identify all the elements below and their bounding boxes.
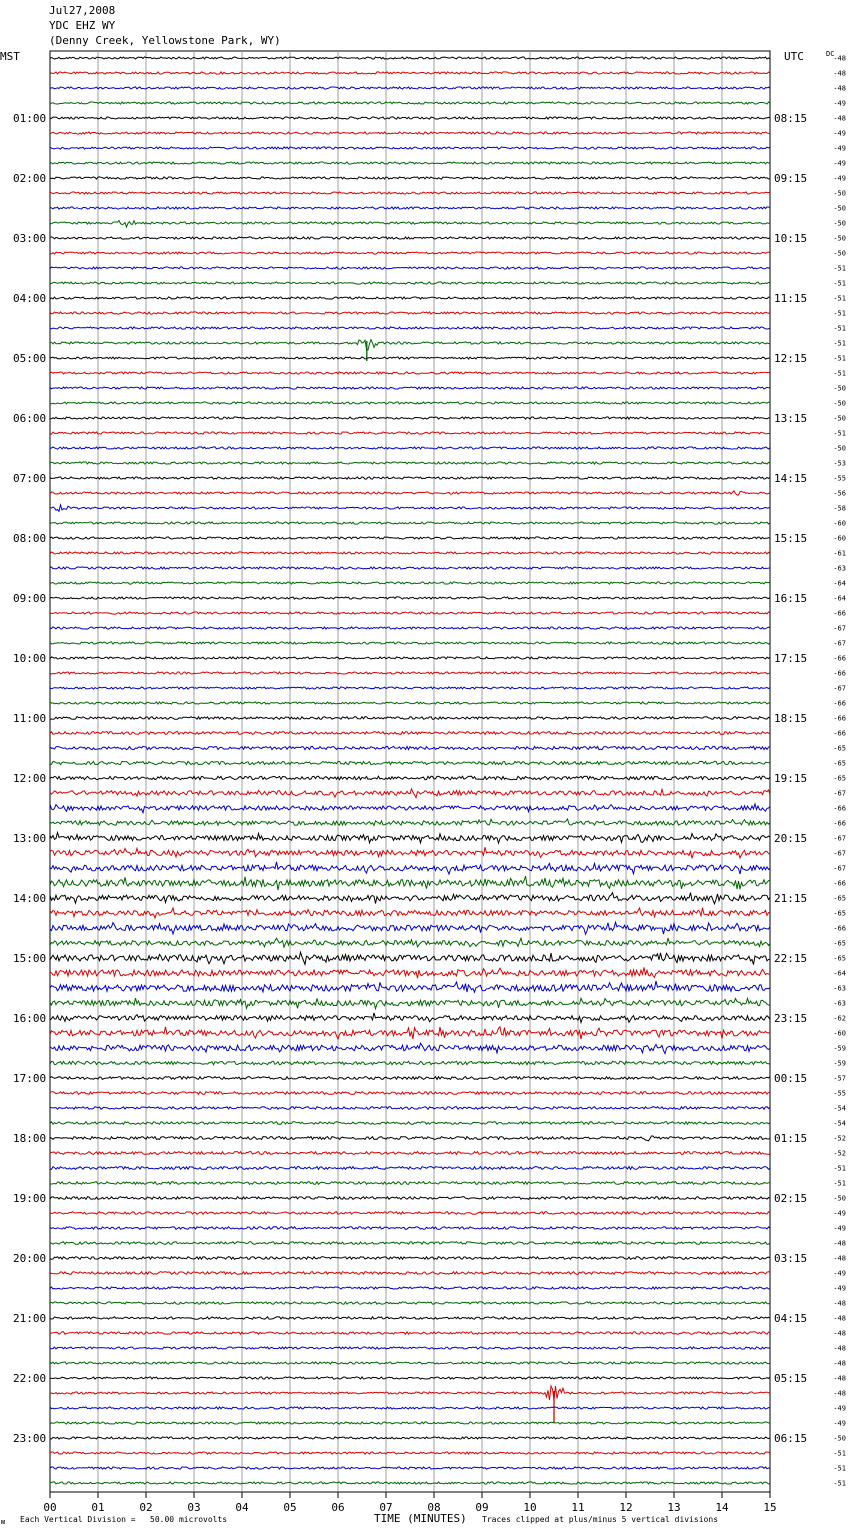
utc-hour-label: 22:15 <box>774 952 808 965</box>
utc-hour-label: 10:15 <box>774 232 808 245</box>
trace-row <box>50 717 770 720</box>
dc-offset-label: -50 <box>833 1434 846 1443</box>
trace-row <box>50 567 770 569</box>
mst-hour-label: 19:00 <box>13 1192 47 1205</box>
dc-offset-label: -48 <box>833 1389 846 1398</box>
trace-row <box>50 804 770 813</box>
trace-row <box>50 297 770 299</box>
utc-hour-label: 13:15 <box>774 412 808 425</box>
trace-row <box>50 1386 770 1400</box>
trace-row <box>50 132 770 134</box>
x-tick-label: 02 <box>139 1501 153 1514</box>
trace-row <box>50 447 770 449</box>
x-tick-label: 03 <box>187 1501 201 1514</box>
trace-row <box>50 1077 770 1080</box>
dc-offset-label: -50 <box>833 444 846 453</box>
mst-hour-label: 13:00 <box>13 832 47 845</box>
x-tick-label: 04 <box>235 1501 249 1514</box>
dc-offset-label: -51 <box>833 324 846 333</box>
trace-row <box>50 357 770 359</box>
mst-hour-label: 11:00 <box>13 712 47 725</box>
trace-row <box>50 552 770 554</box>
utc-hour-label: 15:15 <box>774 532 808 545</box>
x-tick-label: 12 <box>619 1501 633 1514</box>
dc-offset-label: -65 <box>833 774 846 783</box>
trace-row <box>50 462 770 464</box>
mst-hour-label: 20:00 <box>13 1252 47 1265</box>
dc-offset-label: -66 <box>833 699 846 708</box>
dc-offset-label: -65 <box>833 744 846 753</box>
utc-hour-label: 16:15 <box>774 592 808 605</box>
utc-hour-label: 04:15 <box>774 1312 808 1325</box>
trace-row <box>50 952 770 964</box>
dc-offset-label: -64 <box>833 579 846 588</box>
mst-hour-label: 18:00 <box>13 1132 47 1145</box>
dc-offset-label: -48 <box>833 54 846 63</box>
dc-offset-label: -58 <box>833 504 846 513</box>
dc-offset-label: -60 <box>833 534 846 543</box>
mst-hour-label: 05:00 <box>13 352 47 365</box>
dc-offset-label: -49 <box>833 1269 846 1278</box>
trace-row <box>50 1377 770 1379</box>
dc-offset-label: -65 <box>833 939 846 948</box>
right-timezone-label: UTC <box>784 50 804 63</box>
mst-hour-label: 16:00 <box>13 1012 47 1025</box>
dc-offset-label: -51 <box>833 1464 846 1473</box>
dc-offset-label: -66 <box>833 669 846 678</box>
x-tick-label: 00 <box>43 1501 57 1514</box>
x-tick-label: 08 <box>427 1501 441 1514</box>
mst-hour-label: 23:00 <box>13 1432 47 1445</box>
trace-row <box>50 627 770 629</box>
trace-row <box>50 1043 770 1053</box>
dc-offset-label: -56 <box>833 489 846 498</box>
dc-offset-label: -61 <box>833 549 846 558</box>
mst-hour-label: 06:00 <box>13 412 47 425</box>
trace-row <box>50 1302 770 1304</box>
trace-row <box>50 340 770 350</box>
utc-hour-label: 01:15 <box>774 1132 808 1145</box>
trace-row <box>50 1317 770 1319</box>
header-location: (Denny Creek, Yellowstone Park, WY) <box>49 34 281 47</box>
dc-offset-label: -49 <box>833 159 846 168</box>
dc-offset-label: -50 <box>833 189 846 198</box>
mst-hour-label: 08:00 <box>13 532 47 545</box>
utc-hour-label: 06:15 <box>774 1432 808 1445</box>
trace-row <box>50 491 770 495</box>
trace-row <box>50 505 770 511</box>
mst-hour-label: 04:00 <box>13 292 47 305</box>
trace-row <box>50 1092 770 1095</box>
trace-row <box>50 776 770 780</box>
trace-row <box>50 582 770 584</box>
dc-offset-label: -67 <box>833 834 846 843</box>
x-tick-label: 01 <box>91 1501 105 1514</box>
trace-row <box>50 72 770 74</box>
trace-row <box>50 1013 770 1023</box>
left-timezone-label: MST <box>0 50 20 63</box>
trace-row <box>50 612 770 614</box>
utc-hour-label: 21:15 <box>774 892 808 905</box>
dc-offset-label: -52 <box>833 1134 846 1143</box>
mst-hour-label: 03:00 <box>13 232 47 245</box>
trace-row <box>50 117 770 119</box>
trace-row <box>50 1227 770 1230</box>
trace-row <box>50 1027 770 1039</box>
trace-row <box>50 522 770 524</box>
dc-offset-label: -49 <box>833 174 846 183</box>
dc-offset-label: -60 <box>833 1029 846 1038</box>
x-tick-label: 05 <box>283 1501 297 1514</box>
trace-row <box>50 147 770 149</box>
trace-row <box>50 57 770 59</box>
scale-note: Each Vertical Division = 50.00 microvolts <box>20 1515 228 1524</box>
utc-hour-label: 05:15 <box>774 1372 808 1385</box>
dc-offset-label: -48 <box>833 1344 846 1353</box>
trace-row <box>50 207 770 209</box>
trace-row <box>50 998 770 1009</box>
dc-offset-label: -67 <box>833 684 846 693</box>
dc-offset-label: -48 <box>833 1329 846 1338</box>
dc-offset-label: -49 <box>833 99 846 108</box>
dc-offset-label: -50 <box>833 249 846 258</box>
dc-offset-label: -57 <box>833 1074 846 1083</box>
dc-offset-label: -48 <box>833 84 846 93</box>
dc-offset-label: -65 <box>833 759 846 768</box>
trace-row <box>50 267 770 269</box>
trace-row <box>50 192 770 194</box>
trace-row <box>50 537 770 539</box>
clip-note: Traces clipped at plus/minus 5 vertical divisions <box>482 1515 719 1524</box>
dc-offset-label: -49 <box>833 1224 846 1233</box>
x-tick-label: 06 <box>331 1501 345 1514</box>
trace-row <box>50 702 770 704</box>
dc-offset-label: -66 <box>833 804 846 813</box>
dc-offset-label: -66 <box>833 924 846 933</box>
dc-offset-label: -50 <box>833 414 846 423</box>
dc-offset-label: -52 <box>833 1149 846 1158</box>
dc-offset-label: -66 <box>833 714 846 723</box>
dc-offset-label: -50 <box>833 234 846 243</box>
trace-row <box>50 687 770 689</box>
dc-offset-label: -49 <box>833 1209 846 1218</box>
trace-row <box>50 938 770 947</box>
dc-offset-label: -66 <box>833 654 846 663</box>
utc-hour-label: 02:15 <box>774 1192 808 1205</box>
mst-hour-label: 14:00 <box>13 892 47 905</box>
trace-row <box>50 789 770 798</box>
utc-hour-label: 17:15 <box>774 652 808 665</box>
x-tick-label: 07 <box>379 1501 393 1514</box>
mst-hour-label: 12:00 <box>13 772 47 785</box>
utc-hour-label: 03:15 <box>774 1252 808 1265</box>
dc-offset-label: -63 <box>833 984 846 993</box>
trace-row <box>50 1467 770 1469</box>
dc-offset-label: -66 <box>833 819 846 828</box>
x-tick-label: 14 <box>715 1501 729 1514</box>
trace-row <box>50 312 770 314</box>
dc-offset-label: -49 <box>833 1419 846 1428</box>
dc-offset-label: -51 <box>833 369 846 378</box>
utc-hour-label: 08:15 <box>774 112 808 125</box>
dc-offset-label: -65 <box>833 909 846 918</box>
dc-offset-label: -50 <box>833 204 846 213</box>
trace-row <box>50 819 770 826</box>
trace-row <box>50 237 770 239</box>
trace-row <box>50 417 770 419</box>
mst-hour-label: 22:00 <box>13 1372 47 1385</box>
trace-row <box>50 1061 770 1065</box>
trace-row <box>50 1136 770 1141</box>
utc-hour-label: 09:15 <box>774 172 808 185</box>
header-date: Jul27,2008 <box>49 4 116 17</box>
trace-row <box>50 252 770 254</box>
dc-offset-label: -49 <box>833 144 846 153</box>
trace-row <box>50 1272 770 1275</box>
trace-row <box>50 732 770 735</box>
utc-hour-label: 14:15 <box>774 472 808 485</box>
dc-offset-label: -67 <box>833 624 846 633</box>
x-tick-label: 10 <box>523 1501 537 1514</box>
utc-hour-label: 20:15 <box>774 832 808 845</box>
dc-offset-label: -48 <box>833 1314 846 1323</box>
dc-offset-label: -66 <box>833 609 846 618</box>
dc-offset-label: -48 <box>833 1299 846 1308</box>
trace-row <box>50 102 770 104</box>
x-tick-label: 15 <box>763 1501 777 1514</box>
dc-offset-label: -51 <box>833 279 846 288</box>
x-tick-label: 09 <box>475 1501 489 1514</box>
dc-offset-label: -50 <box>833 384 846 393</box>
dc-offset-label: -54 <box>833 1104 846 1113</box>
dc-offset-label: -64 <box>833 969 846 978</box>
dc-offset-label: -65 <box>833 894 846 903</box>
dc-offset-label: -65 <box>833 954 846 963</box>
trace-row <box>50 402 770 404</box>
trace-row <box>50 597 770 599</box>
corner-mark: ᴍ <box>1 1518 6 1526</box>
trace-row <box>50 981 770 992</box>
mst-hour-label: 07:00 <box>13 472 47 485</box>
trace-row <box>50 893 770 904</box>
trace-row <box>50 282 770 284</box>
trace-row <box>50 1167 770 1170</box>
dc-offset-label: -55 <box>833 474 846 483</box>
dc-offset-label: -67 <box>833 639 846 648</box>
dc-offset-label: -51 <box>833 339 846 348</box>
trace-row <box>50 1107 770 1110</box>
mst-hour-label: 10:00 <box>13 652 47 665</box>
dc-offset-label: -66 <box>833 729 846 738</box>
dc-offset-label: -49 <box>833 129 846 138</box>
x-tick-label: 11 <box>571 1501 585 1514</box>
dc-offset-label: -67 <box>833 849 846 858</box>
trace-row <box>50 967 770 978</box>
mst-hour-label: 09:00 <box>13 592 47 605</box>
dc-offset-label: -55 <box>833 1089 846 1098</box>
trace-row <box>50 1362 770 1364</box>
dc-offset-label: -66 <box>833 879 846 888</box>
dc-offset-label: -62 <box>833 1014 846 1023</box>
dc-offset-label: -48 <box>833 1374 846 1383</box>
utc-hour-label: 11:15 <box>774 292 808 305</box>
trace-row <box>50 1482 770 1484</box>
x-tick-label: 13 <box>667 1501 681 1514</box>
utc-hour-label: 18:15 <box>774 712 808 725</box>
mst-hour-label: 15:00 <box>13 952 47 965</box>
dc-offset-label: -51 <box>833 354 846 363</box>
utc-hour-label: 00:15 <box>774 1072 808 1085</box>
dc-offset-label: -51 <box>833 429 846 438</box>
dc-offset-label: -48 <box>833 1254 846 1263</box>
dc-offset-label: -51 <box>833 1479 846 1488</box>
trace-row <box>50 1122 770 1125</box>
dc-offset-label: -51 <box>833 264 846 273</box>
trace-row <box>50 372 770 374</box>
trace-row <box>50 1452 770 1454</box>
dc-offset-label: -67 <box>833 864 846 873</box>
trace-row <box>50 177 770 179</box>
trace-row <box>50 1422 770 1424</box>
dc-offset-label: -64 <box>833 594 846 603</box>
trace-row <box>50 477 770 479</box>
trace-row <box>50 87 770 89</box>
dc-offset-label: -51 <box>833 1449 846 1458</box>
dc-offset-label: -48 <box>833 1359 846 1368</box>
dc-offset-label: -51 <box>833 1179 846 1188</box>
dc-offset-label: -63 <box>833 564 846 573</box>
mst-hour-label: 17:00 <box>13 1072 47 1085</box>
utc-hour-label: 19:15 <box>774 772 808 785</box>
dc-offset-label: -63 <box>833 999 846 1008</box>
dc-offset-label: -48 <box>833 114 846 123</box>
trace-row <box>50 327 770 329</box>
trace-row <box>50 162 770 164</box>
trace-row <box>50 908 770 918</box>
dc-offset-label: -51 <box>833 294 846 303</box>
mst-hour-label: 02:00 <box>13 172 47 185</box>
dc-offset-label: -54 <box>833 1119 846 1128</box>
dc-offset-label: -53 <box>833 459 846 468</box>
dc-offset-label: -59 <box>833 1059 846 1068</box>
dc-offset-label: -50 <box>833 1194 846 1203</box>
mst-hour-label: 01:00 <box>13 112 47 125</box>
utc-hour-label: 12:15 <box>774 352 808 365</box>
dc-offset-label: -51 <box>833 1164 846 1173</box>
trace-row <box>50 432 770 434</box>
dc-offset-label: -59 <box>833 1044 846 1053</box>
dc-offset-label: -50 <box>833 399 846 408</box>
trace-row <box>50 1197 770 1200</box>
trace-row <box>50 1152 770 1155</box>
trace-row <box>50 746 770 749</box>
dc-offset-label: -48 <box>833 69 846 78</box>
header-station: YDC EHZ WY <box>49 19 116 32</box>
dc-offset-label: -60 <box>833 519 846 528</box>
trace-row <box>50 1242 770 1245</box>
trace-row <box>50 387 770 389</box>
trace-row <box>50 1407 770 1409</box>
trace-row <box>50 221 770 228</box>
trace-row <box>50 1257 770 1260</box>
trace-row <box>50 833 770 844</box>
trace-row <box>50 1332 770 1334</box>
trace-row <box>50 761 770 764</box>
trace-row <box>50 847 770 858</box>
trace-row <box>50 657 770 659</box>
utc-hour-label: 23:15 <box>774 1012 808 1025</box>
dc-offset-label: -48 <box>833 1239 846 1248</box>
trace-row <box>50 876 770 890</box>
trace-row <box>50 1347 770 1349</box>
dc-offset-label: -49 <box>833 1284 846 1293</box>
dc-offset-header: DC <box>826 50 835 58</box>
trace-row <box>50 862 770 874</box>
dc-offset-label: -51 <box>833 309 846 318</box>
trace-row <box>50 1287 770 1289</box>
dc-offset-label: -50 <box>833 219 846 228</box>
trace-row <box>50 1212 770 1215</box>
x-axis-title: TIME (MINUTES) <box>374 1512 467 1525</box>
mst-hour-label: 21:00 <box>13 1312 47 1325</box>
dc-offset-label: -49 <box>833 1404 846 1413</box>
trace-row <box>50 1437 770 1439</box>
trace-row <box>50 672 770 674</box>
dc-offset-label: -67 <box>833 789 846 798</box>
trace-row <box>50 922 770 934</box>
trace-row <box>50 1182 770 1185</box>
trace-row <box>50 642 770 644</box>
